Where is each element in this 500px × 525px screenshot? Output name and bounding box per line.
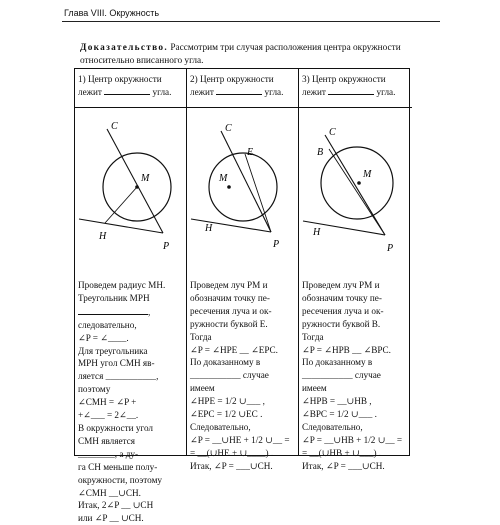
label-p: P bbox=[387, 243, 394, 254]
line: поэтому bbox=[78, 384, 111, 395]
line: Следовательно, bbox=[190, 421, 251, 432]
case-2-header-rule bbox=[187, 107, 299, 108]
line: ружности буквой E. bbox=[190, 318, 268, 329]
line: Для треугольника bbox=[78, 345, 148, 356]
line: ∠CMH __∪CH. bbox=[78, 487, 141, 498]
label-c: C bbox=[329, 127, 336, 138]
line: ляется ___________, bbox=[78, 371, 159, 382]
line: По доказанному в bbox=[302, 357, 373, 368]
line: га CH меньше полу- bbox=[78, 461, 158, 472]
label-h: H bbox=[205, 223, 213, 234]
line: ∠P = __∪HB + 1/2 ∪__ = bbox=[302, 434, 403, 445]
line: В окружности угол bbox=[78, 422, 154, 433]
proof-table bbox=[74, 68, 410, 524]
line: ___________ случае bbox=[302, 370, 381, 381]
line: CMH является bbox=[78, 435, 135, 446]
header-rule bbox=[62, 21, 440, 22]
line: = __(∪HE + ∪____) . bbox=[190, 447, 274, 458]
line: Тогда bbox=[302, 331, 324, 342]
ray-pm bbox=[329, 149, 385, 235]
line: имеем bbox=[190, 383, 215, 394]
line: ∠P = ∠HPB __ ∠BPC. bbox=[302, 344, 391, 355]
label-c: C bbox=[225, 123, 232, 134]
line: ∠CMH = ∠P + bbox=[78, 397, 137, 408]
line: = __(∪HB + ∪___) . bbox=[302, 447, 382, 458]
case-1-column bbox=[75, 69, 186, 524]
line: ∠EPC = 1/2 ∪EC . bbox=[190, 409, 263, 420]
line: обозначим точку пе- bbox=[190, 292, 270, 303]
line: ∠P = ∠____. bbox=[78, 332, 129, 343]
label-p: P bbox=[273, 239, 280, 250]
chord-cp bbox=[107, 129, 163, 233]
line: По доказанному в bbox=[190, 357, 261, 368]
line: Следовательно, bbox=[302, 421, 363, 432]
case-2-text bbox=[190, 279, 297, 473]
line: ________, а ду- bbox=[78, 448, 139, 459]
line: ∠P = __∪HE + 1/2 ∪__ = bbox=[190, 434, 290, 445]
line: MPH угол CMH яв- bbox=[78, 358, 155, 369]
label-e: E bbox=[247, 147, 254, 158]
label-b: B bbox=[317, 147, 324, 158]
label-h: H bbox=[313, 227, 321, 238]
intro-paragraph bbox=[80, 42, 438, 67]
chord-cp bbox=[221, 131, 271, 232]
case-2-heading bbox=[190, 73, 296, 98]
case-1-text bbox=[78, 279, 184, 525]
case-1-header-rule bbox=[75, 107, 186, 108]
case-2-figure bbox=[187, 115, 299, 263]
line: ружности буквой B. bbox=[302, 318, 381, 329]
line: ∠P = ∠HPE __ ∠EPC. bbox=[190, 344, 278, 355]
line: ресечения луча и ок- bbox=[302, 305, 384, 316]
line: ∠HPE = 1/2 ∪___ , bbox=[190, 396, 265, 407]
line: Проведем луч PM и bbox=[302, 280, 380, 290]
line: Проведем луч PM и bbox=[190, 280, 268, 290]
case-3-column bbox=[298, 69, 412, 471]
line: ___________ случае bbox=[190, 370, 269, 381]
label-m: M bbox=[141, 173, 150, 184]
case-3-header-rule bbox=[299, 107, 412, 108]
ray-hp bbox=[79, 219, 163, 233]
case-3-heading bbox=[302, 73, 409, 98]
case-2-answer-blank[interactable] bbox=[216, 85, 262, 95]
line: Итак, 2∠P __ ∪CH bbox=[78, 500, 154, 511]
case-3-heading-text: 3) Центр окружности лежит bbox=[302, 74, 386, 97]
label-c: C bbox=[111, 121, 118, 132]
case-2-heading-text: 2) Центр окружности лежит bbox=[190, 74, 274, 97]
center-point bbox=[227, 185, 231, 189]
line: следовательно, bbox=[78, 319, 137, 330]
line: окружности, поэтому bbox=[78, 474, 162, 485]
label-m: M bbox=[219, 173, 228, 184]
label-h: H bbox=[99, 231, 107, 242]
line: обозначим точку пе- bbox=[302, 292, 382, 303]
case-3-figure bbox=[299, 115, 412, 263]
case-1-heading bbox=[78, 73, 183, 98]
line: ∠BPC = 1/2 ∪___ . bbox=[302, 409, 377, 420]
line: имеем bbox=[302, 383, 327, 394]
case-1-answer-blank[interactable] bbox=[104, 85, 150, 95]
ray-hp bbox=[191, 219, 271, 232]
case-1-heading-text: 1) Центр окружности лежит bbox=[78, 74, 162, 97]
blank[interactable] bbox=[78, 305, 148, 315]
circle bbox=[209, 153, 277, 221]
intro-text: Рассмотрим три случая расположения центра окружности относительно вписанного угла. bbox=[80, 43, 401, 66]
line: Итак, ∠P = ___∪CH. bbox=[302, 460, 385, 471]
case-2-column bbox=[186, 69, 299, 471]
line: Итак, ∠P = ___∪CH. bbox=[190, 460, 273, 471]
line: или ∠P __ ∪CH. bbox=[78, 513, 144, 524]
case-3-heading-end: угла. bbox=[376, 87, 396, 97]
case-1-heading-end: угла. bbox=[152, 87, 172, 97]
line: Проведем радиус MH. Треугольник MPH bbox=[78, 280, 166, 303]
line: Тогда bbox=[190, 331, 212, 342]
proof-lead: Доказательство. bbox=[80, 43, 169, 53]
circle bbox=[321, 147, 393, 219]
case-3-answer-blank[interactable] bbox=[328, 85, 374, 95]
line: +∠___ = 2∠__. bbox=[78, 410, 139, 421]
label-m: M bbox=[363, 169, 372, 180]
label-p: P bbox=[163, 241, 170, 252]
center-point bbox=[135, 185, 139, 189]
line: ∠HPB = __∪HB , bbox=[302, 396, 372, 407]
case-2-heading-end: угла. bbox=[264, 87, 284, 97]
case-1-figure bbox=[75, 115, 186, 263]
chapter-header: Глава VIII. Окружность bbox=[64, 8, 160, 18]
line: , bbox=[78, 305, 184, 319]
chord-cp bbox=[325, 135, 385, 235]
line: ресечения луча и ок- bbox=[190, 305, 272, 316]
case-3-text bbox=[302, 279, 410, 473]
center-point bbox=[357, 181, 361, 185]
